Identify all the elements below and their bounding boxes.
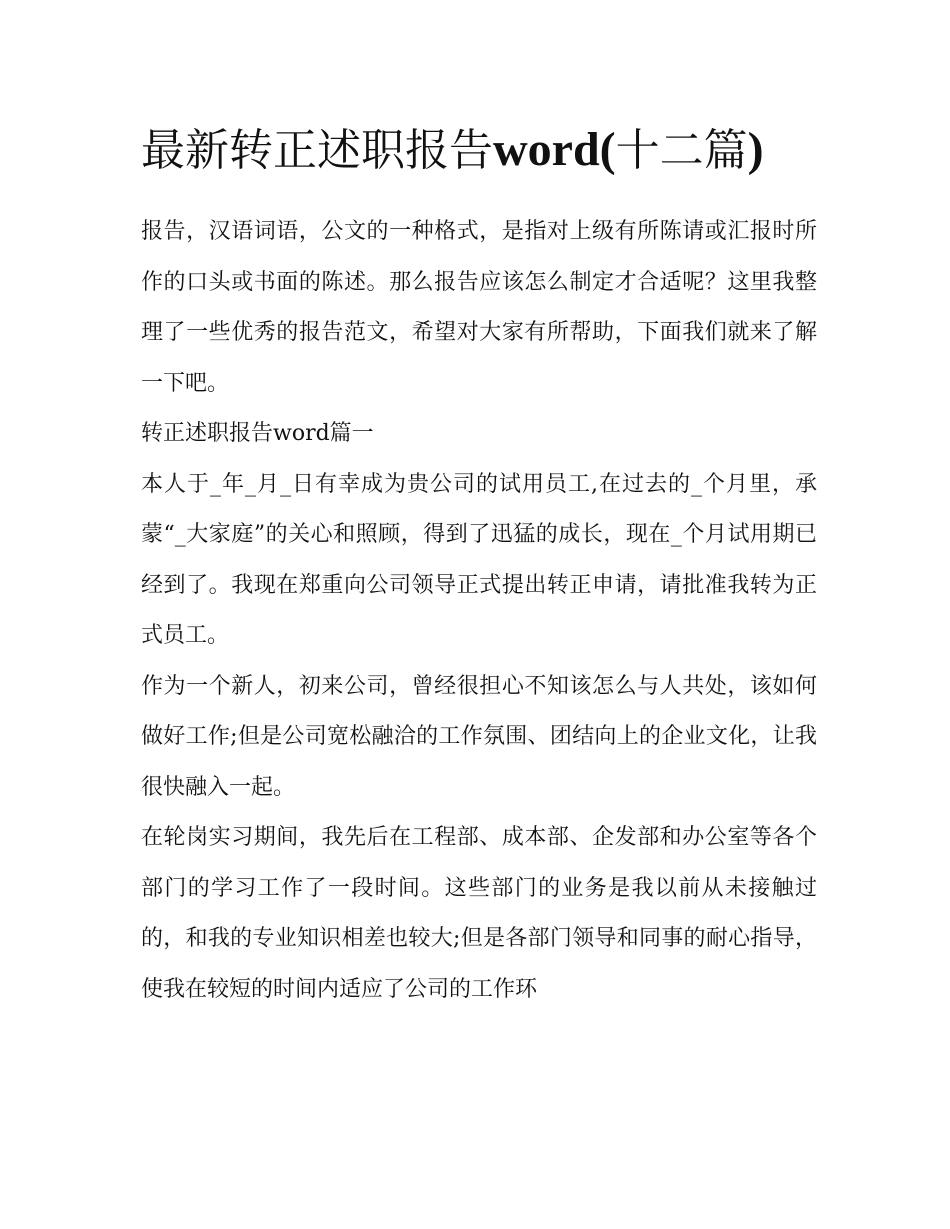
title-text-close: ) — [747, 123, 764, 176]
document-body — [141, 112, 817, 1015]
body-paragraph: 作为一个新人，初来公司，曾经很担心不知该怎么与人共处，该如何做好工作;但是公司宽松融洽的工作氛围、团结向上的企业文化，让我很快融入一起。 — [141, 673, 817, 800]
body-paragraph: 本人于_年_月_日有幸成为贵公司的试用员工,在过去的_个月里，承蒙“_大家庭”的关心和照顾，得到了迅猛的成长，现在_个月试用期已经到了。我现在郑重向公司领导正式提出转正申请，请批准我转为正式员工。 — [141, 471, 817, 648]
intro-paragraph: 报告，汉语词语，公文的一种格式，是指对上级有所陈请或汇报时所作的口头或书面的陈述。那么报告应该怎么制定才合适呢？这里我整理了一些优秀的报告范文，希望对大家有所帮助，下面我们就来了解一下吧。 — [141, 219, 817, 396]
title-text-cn: 最新转正述职报告 — [141, 125, 493, 176]
title-text-latin: word( — [493, 123, 616, 176]
document-title — [141, 112, 817, 189]
section-heading: 转正述职报告word篇一 — [141, 421, 374, 446]
title-text-cn-2: 十二篇 — [615, 125, 748, 176]
body-paragraph: 在轮岗实习期间，我先后在工程部、成本部、企发部和办公室等各个部门的学习工作了一段时间。这些部门的业务是我以前从未接触过的，和我的专业知识相差也较大;但是各部门领导和同事的耐心指导，使我在较短的时间内适应了公司的工作环 — [141, 825, 817, 1002]
